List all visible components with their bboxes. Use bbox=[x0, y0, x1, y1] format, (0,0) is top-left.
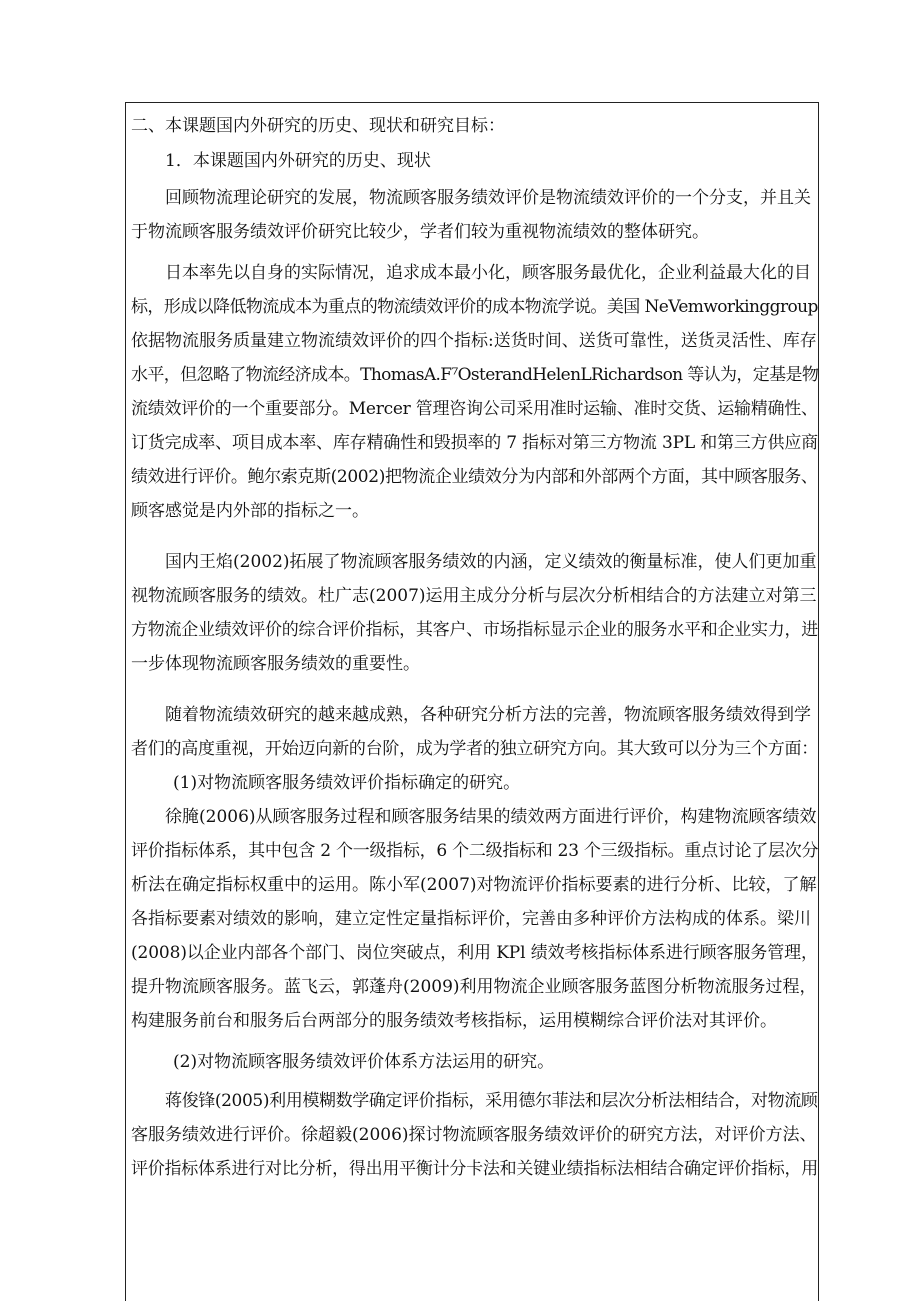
paragraph-line: 绩效进行评价。鲍尔索克斯(2002)把物流企业绩效分为内部和外部两个方面，其中顾客服务、 bbox=[131, 467, 818, 487]
subheading: 1．本课题国内外研究的历史、现状 bbox=[165, 151, 431, 171]
paragraph-line: 标，形成以降低物流成本为重点的物流绩效评价的成本物流学说。美国 NeVemworkinggroup bbox=[131, 297, 818, 317]
paragraph-line: 各指标要素对绩效的影响，建立定性定量指标评价，完善由多种评价方法构成的体系。梁川 bbox=[131, 909, 811, 929]
paragraph-line: 流绩效评价的一个重要部分。Mercer 管理咨询公司采用准时运输、准时交货、运输精确性、 bbox=[131, 399, 818, 419]
paragraph-line: 顾客感觉是内外部的指标之一。 bbox=[131, 501, 369, 521]
paragraph-line: 徐腌(2006)从顾客服务过程和顾客服务结果的绩效两方面进行评价，构建物流顾客绩效 bbox=[165, 807, 817, 827]
paragraph-line: 蒋俊锋(2005)利用模糊数学确定评价指标，采用德尔菲法和层次分析法相结合，对物流顾 bbox=[165, 1091, 818, 1111]
paragraph-line: 者们的高度重视，开始迈向新的台阶，成为学者的独立研究方向。其大致可以分为三个方面： bbox=[131, 739, 818, 759]
paragraph-line: (2008)以企业内部各个部门、岗位突破点，利用 KPl 绩效考核指标体系进行顾客服务管理， bbox=[131, 943, 818, 963]
paragraph-line: 回顾物流理论研究的发展，物流顾客服务绩效评价是物流绩效评价的一个分支，并且关 bbox=[165, 188, 811, 208]
paragraph-line: 随着物流绩效研究的越来越成熟，各种研究分析方法的完善，物流顾客服务绩效得到学 bbox=[165, 705, 811, 725]
paragraph-line: 视物流顾客服务的绩效。杜广志(2007)运用主成分分析与层次分析相结合的方法建立对第三 bbox=[131, 586, 817, 606]
section-heading: 二、本课题国内外研究的历史、现状和研究目标： bbox=[131, 116, 505, 136]
paragraph-line: 方物流企业绩效评价的综合评价指标，其客户、市场指标显示企业的服务水平和企业实力，进 bbox=[131, 620, 818, 640]
paragraph-line: (2)对物流顾客服务绩效评价体系方法运用的研究。 bbox=[173, 1052, 555, 1072]
paragraph-line: 国内王焰(2002)拓展了物流顾客服务绩效的内涵，定义绩效的衡量标准，使人们更加重 bbox=[165, 552, 817, 572]
paragraph-line: 析法在确定指标权重中的运用。陈小军(2007)对物流评价指标要素的进行分析、比较，了解 bbox=[131, 875, 817, 895]
paragraph-line: 依据物流服务质量建立物流绩效评价的四个指标:送货时间、送货可靠性，送货灵活性、库存 bbox=[131, 331, 817, 351]
paragraph-line: 提升物流顾客服务。蓝飞云，郭蓬舟(2009)利用物流企业顾客服务蓝图分析物流服务过程， bbox=[131, 977, 817, 997]
paragraph-line: 构建服务前台和服务后台两部分的服务绩效考核指标，运用模糊综合评价法对其评价。 bbox=[131, 1011, 777, 1031]
paragraph-line: 水平，但忽略了物流经济成本。ThomasA.F⁷OsterandHelenLRichardson 等认为，定基是物 bbox=[131, 365, 819, 385]
paragraph-line: 日本率先以自身的实际情况，追求成本最小化，顾客服务最优化，企业利益最大化的目 bbox=[165, 263, 811, 283]
paragraph-line: 一步体现物流顾客服务绩效的重要性。 bbox=[131, 654, 420, 674]
paragraph-line: 订货完成率、项目成本率、库存精确性和毁损率的 7 指标对第三方物流 3PL 和第三方供应商 bbox=[131, 433, 818, 453]
paragraph-line: 评价指标体系进行对比分析，得出用平衡计分卡法和关键业绩指标法相结合确定评价指标，用 bbox=[131, 1159, 818, 1179]
paragraph-line: 评价指标体系，其中包含 2 个一级指标，6 个二级指标和 23 个三级指标。重点讨论了层次分 bbox=[131, 841, 819, 861]
paragraph-line: (1)对物流顾客服务绩效评价指标确定的研究。 bbox=[173, 773, 521, 793]
paragraph-line: 于物流顾客服务绩效评价研究比较少，学者们较为重视物流绩效的整体研究。 bbox=[131, 222, 709, 242]
paragraph-line: 客服务绩效进行评价。徐超毅(2006)探讨物流顾客服务绩效评价的研究方法，对评价方法、 bbox=[131, 1125, 817, 1145]
